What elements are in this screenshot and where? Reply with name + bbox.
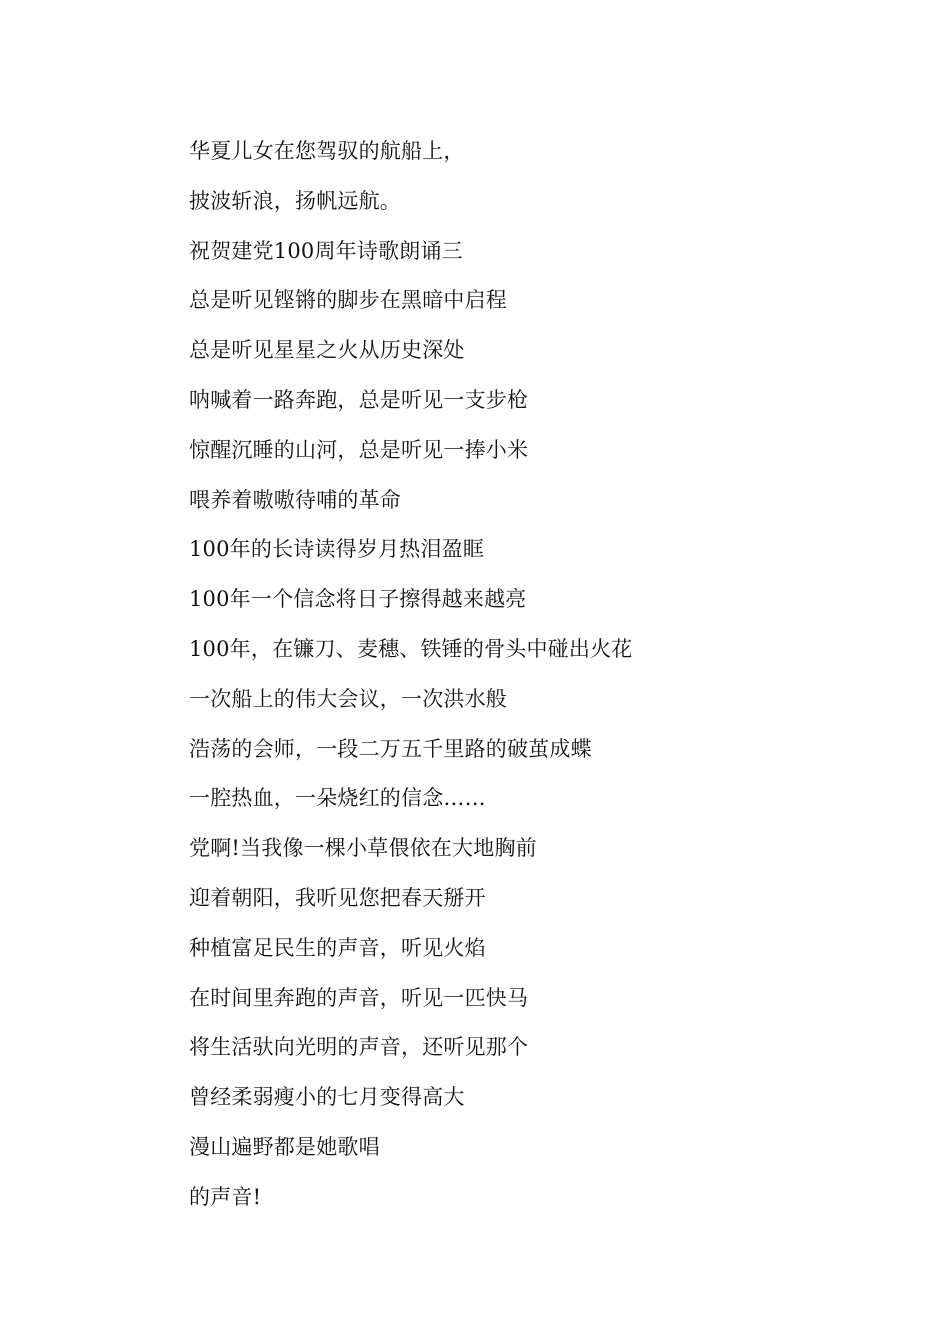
poem-line: 将生活驮向光明的声音，还听见那个 — [189, 1035, 529, 1060]
poem-body — [189, 135, 889, 1231]
poem-line: 种植富足民生的声音，听见火焰 — [189, 935, 486, 960]
poem-line: 曾经柔弱瘦小的七月变得高大 — [189, 1085, 465, 1110]
poem-line: 浩荡的会师，一段二万五千里路的破茧成蝶 — [189, 736, 592, 761]
poem-line: 总是听见铿锵的脚步在黑暗中启程 — [189, 288, 507, 313]
poem-line: 华夏儿女在您驾驭的航船上， — [189, 139, 465, 163]
poem-line: 迎着朝阳，我听见您把春天掰开 — [189, 885, 486, 910]
poem-line: 100年，在镰刀、麦穗、铁锤的骨头中碰出火花 — [189, 636, 633, 661]
poem-line: 一腔热血，一朵烧红的信念…… — [189, 786, 486, 811]
poem-line: 一次船上的伟大会议，一次洪水般 — [189, 686, 507, 711]
poem-line: 惊醒沉睡的山河，总是听见一捧小米 — [189, 437, 529, 462]
poem-line: 喂养着嗷嗷待哺的革命 — [189, 487, 401, 512]
poem-line: 100年一个信念将日子擦得越来越亮 — [189, 587, 527, 612]
poem-line: 披波斩浪，扬帆远航。 — [189, 188, 401, 213]
poem-line: 100年的长诗读得岁月热泪盈眶 — [189, 537, 485, 562]
poem-line: 呐喊着一路奔跑，总是听见一支步枪 — [189, 387, 529, 412]
poem-line: 党啊!当我像一棵小草偎依在大地胸前 — [189, 836, 537, 861]
poem-line: 的声音! — [189, 1184, 262, 1209]
poem-title-line: 祝贺建党100周年诗歌朗诵三 — [189, 238, 463, 263]
poem-line: 在时间里奔跑的声音，听见一匹快马 — [189, 985, 529, 1010]
poem-line: 漫山遍野都是她歌唱 — [189, 1134, 380, 1159]
poem-line: 总是听见星星之火从历史深处 — [189, 338, 465, 363]
